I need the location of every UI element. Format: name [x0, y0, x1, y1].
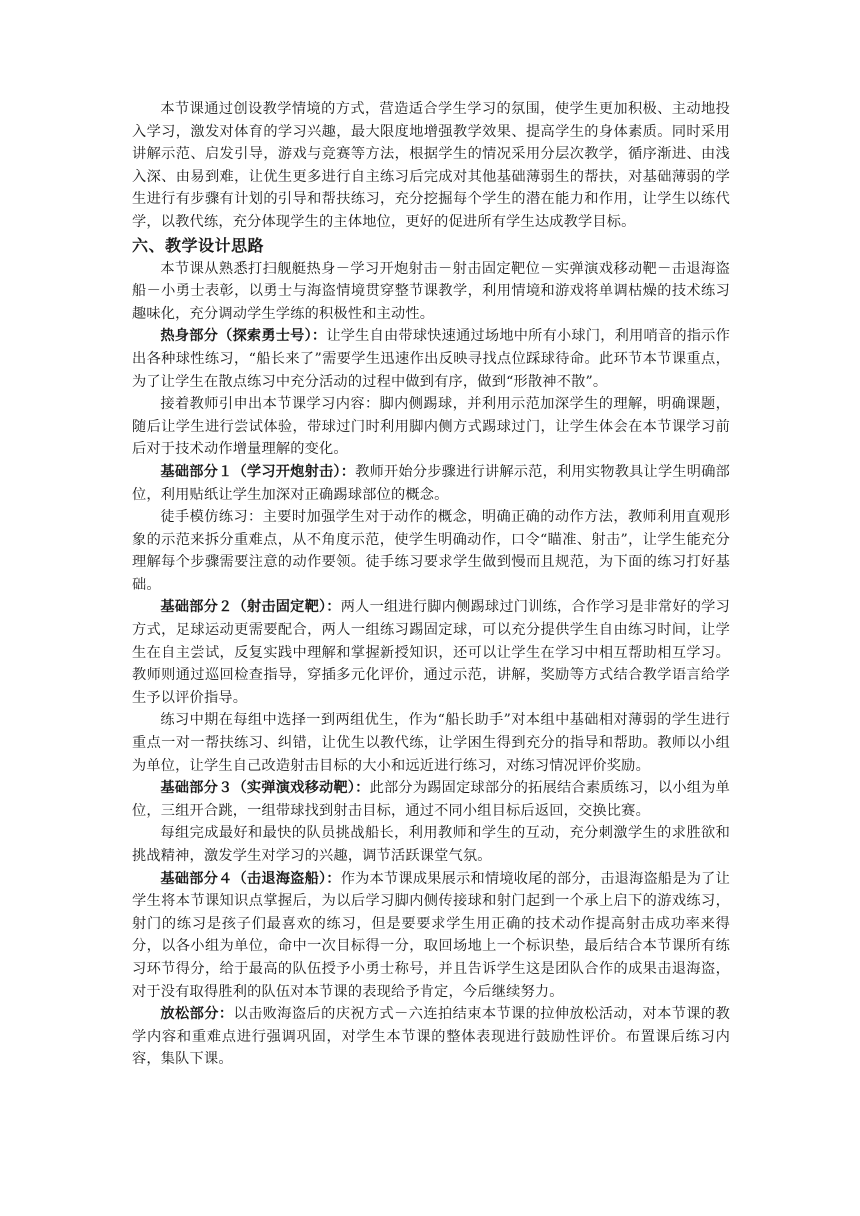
basic3-body: 此部分为踢固定球部分的拓展结合素质练习，以小组为单位，三组开合跳，一组带球找到射击目标，通过不同小组目标后返回，交换比赛。 — [132, 780, 730, 819]
basic1-body: 教师开始分步骤进行讲解示范，利用实物教具让学生明确部位，利用贴纸让学生加深对正确踢球部位的概念。 — [132, 463, 731, 503]
basic4-lead: 基础部分４（击退海盗船）： — [160, 870, 341, 887]
basic2-paragraph — [132, 596, 730, 709]
basic2-body: 两人一组进行脚内侧踢球过门训练，合作学习是非常好的学习方式，足球运动更需要配合，两人一组练习踢固定球，可以充分提供学生自由练习时间，让学生在自主尝试，反复实践中理解和掌握新授知识，还可以让学生在学习中相互帮助相互学习。教师则通过巡回检查指导，穿插多元化评价，通过示范，讲解，奖励等方式结合教学语言给学生予以评价指导。 — [132, 599, 730, 706]
intro-paragraph: 本节课通过创设教学情境的方式，营造适合学生学习的氛围，使学生更加积极、主动地投入学习，激发对体育的学习兴趣，最大限度地增强教学效果、提高学生的身体素质。同时采用讲解示范、启发引导，游戏与竞赛等方法，根据学生的情况采用分层次教学，循序渐进、由浅入深、由易到难，让优生更多进行自主练习后完成对其他基础薄弱生的帮扶，对基础薄弱的学生进行有步骤有计划的引导和帮扶练习，充分挖掘每个学生的潜在能力和作用，让学生以练代学，以教代练，充分体现学生的主体地位，更好的促进所有学生达成教学目标。 — [132, 101, 730, 230]
relax-lead: 放松部分： — [160, 1006, 234, 1023]
basic3-paragraph — [132, 777, 730, 822]
basic1-paragraph — [132, 461, 730, 506]
basic1-lead: 基础部分１（学习开炮射击）： — [160, 463, 356, 480]
document-page — [132, 98, 730, 1071]
warmup-paragraph — [132, 325, 730, 393]
intro-content-paragraph: 接着教师引申出本节课学习内容：脚内侧踢球，并利用示范加深学生的理解，明确课题，随后让学生进行尝试体验，带球过门时利用脚内侧方式踢球过门，让学生体会在本节课学习前后对于技术动作增量理解的变化。 — [132, 396, 730, 458]
section-heading: 六、教学设计思路 — [132, 235, 265, 255]
basic3-lead: 基础部分３（实弹演戏移动靶）： — [160, 780, 370, 797]
relax-body: 以击败海盗后的庆祝方式－六连拍结束本节课的拉伸放松活动，对本节课的教学内容和重难点进行强调巩固，对学生本节课的整体表现进行鼓励性评价。布置课后练习内容，集队下课。 — [132, 1006, 730, 1068]
imitation-paragraph: 徒手模仿练习：主要时加强学生对于动作的概念，明确正确的动作方法，教师利用直观形象的示范来拆分重难点，从不角度示范，使学生明确动作，口令“瞄准、射击”，让学生能充分理解每个步骤需要注意的动作要领。徒手练习要求学生做到慢而且规范，为下面的练习打好基础。 — [132, 509, 730, 593]
basic4-body: 作为本节课成果展示和情境收尾的部分，击退海盗船是为了让学生将本节课知识点掌握后，为以后学习脚内侧传接球和射门起到一个承上启下的游戏练习，射门的练习是孩子们最喜欢的练习，但是要要求学生用正确的技术动作提高射击成功率来得分，以各小组为单位，命中一次目标得一分，取回场地上一个标识垫，最后结合本节课所有练习环节得分，给于最高的队伍授予小勇士称号，并且告诉学生这是团队合作的成果击退海盗，对于没有取得胜利的队伍对本节课的表现给予肯定，今后继续努力。 — [132, 870, 730, 1000]
basic2-lead: 基础部分２（射击固定靶）： — [160, 599, 341, 616]
warmup-body: 让学生自由带球快速通过场地中所有小球门，利用哨音的指示作出各种球性练习，“船长来了”需要学生迅速作出反映寻找点位踩球待命。此环节本节课重点，为了让学生在散点练习中充分活动的过程中做到有序，做到“形散神不散”。 — [132, 328, 730, 390]
design-overview-paragraph: 本节课从熟悉打扫舰艇热身－学习开炮射击－射击固定靶位－实弹演戏移动靶－击退海盗船－小勇士表彰，以勇士与海盗情境贯穿整节课教学，利用情境和游戏将单调枯燥的技术练习趣味化，充分调动学生学练的积极性和主动性。 — [132, 260, 730, 322]
midterm-paragraph: 练习中期在每组中选择一到两组优生，作为“船长助手”对本组中基础相对薄弱的学生进行重点一对一帮扶练习、纠错，让优生以教代练，让学困生得到充分的指导和帮助。教师以小组为单位，让学生自己改造射击目标的大小和远近进行练习，对练习情况评价奖励。 — [132, 712, 730, 774]
challenge-paragraph: 每组完成最好和最快的队员挑战船长，利用教师和学生的互动，充分刺激学生的求胜欲和挑战精神，激发学生对学习的兴趣，调节活跃课堂气氛。 — [132, 825, 730, 864]
warmup-lead: 热身部分（探索勇士号）： — [160, 328, 327, 345]
relax-paragraph — [132, 1003, 730, 1071]
basic4-paragraph — [132, 868, 730, 1004]
